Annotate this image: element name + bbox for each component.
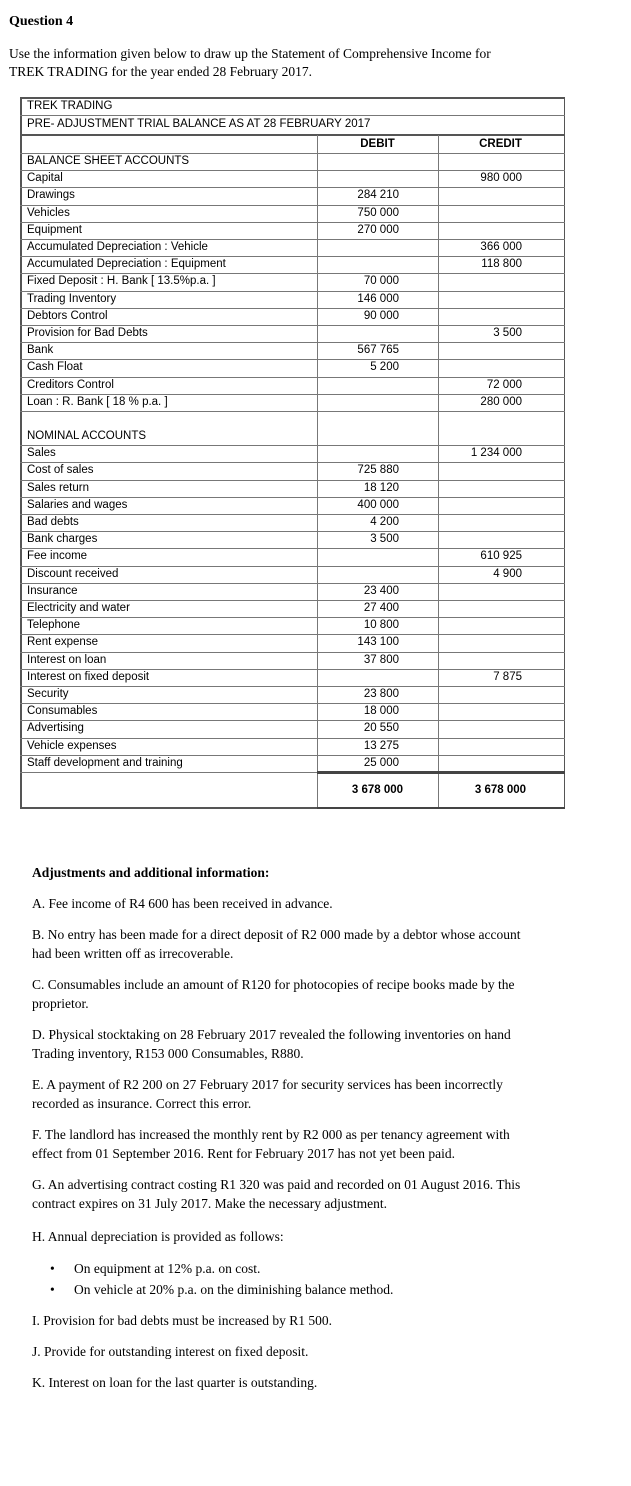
- row-debit: 37 800: [363, 653, 399, 666]
- adjustment-d-line1: D. Physical stocktaking on 28 February 2017 revealed the following inventories on hand: [32, 1027, 511, 1042]
- row-label: Staff development and training: [27, 756, 183, 769]
- row-credit: 980 000: [480, 172, 522, 185]
- row-label: Cost of sales: [27, 464, 94, 477]
- row-credit: 72 000: [486, 378, 522, 391]
- row-debit: 18 120: [363, 481, 399, 494]
- row-label: Cash Float: [27, 361, 83, 374]
- table-title: TREK TRADING: [27, 100, 113, 112]
- row-label: Interest on loan: [27, 653, 107, 666]
- row-debit: 146 000: [357, 292, 399, 305]
- adjustment-j: J. Provide for outstanding interest on fixed deposit.: [32, 1344, 309, 1359]
- bullet-icon: •: [50, 1282, 55, 1297]
- row-debit: 284 210: [357, 189, 399, 202]
- row-debit: 3 500: [370, 533, 399, 546]
- row-label: Creditors Control: [27, 378, 114, 391]
- adjustment-e-line2: recorded as insurance. Correct this error.: [32, 1096, 252, 1111]
- total-rule: [317, 771, 565, 774]
- row-debit: 270 000: [357, 223, 399, 236]
- adjustment-f-line2: effect from 01 September 2016. Rent for February 2017 has not yet been paid.: [32, 1146, 456, 1161]
- intro-line-2: TREK TRADING for the year ended 28 February 2017.: [9, 64, 313, 79]
- adjustment-h: H. Annual depreciation is provided as follows:: [32, 1229, 284, 1244]
- row-label: Loan : R. Bank [ 18 % p.a. ]: [27, 395, 168, 408]
- bullet-text: On equipment at 12% p.a. on cost.: [74, 1261, 261, 1276]
- row-divider: [20, 359, 565, 360]
- row-label: Rent expense: [27, 636, 98, 649]
- row-divider: [20, 205, 565, 206]
- row-divider: [20, 634, 565, 635]
- row-label: Fixed Deposit : H. Bank [ 13.5%p.a. ]: [27, 275, 216, 288]
- row-label: Sales: [27, 447, 56, 460]
- divider: [20, 115, 565, 116]
- row-debit: 10 800: [363, 619, 399, 632]
- row-debit: 27 400: [363, 602, 399, 614]
- row-divider: [20, 222, 565, 223]
- adjustment-a: A. Fee income of R4 600 has been received in advance.: [32, 896, 333, 911]
- row-debit: 23 800: [363, 688, 399, 700]
- row-credit: 4 900: [493, 567, 522, 580]
- row-label: Provision for Bad Debts: [27, 327, 148, 339]
- row-debit: 20 550: [363, 722, 399, 735]
- row-debit: 18 000: [363, 705, 399, 718]
- row-label: Telephone: [27, 619, 81, 632]
- adjustment-f-line1: F. The landlord has increased the monthly rent by R2 000 as per tenancy agreement with: [32, 1127, 510, 1142]
- row-label: Sales return: [27, 481, 90, 494]
- row-label: Insurance: [27, 584, 78, 597]
- bullet-icon: •: [50, 1261, 55, 1276]
- row-debit: 70 000: [363, 275, 399, 288]
- row-divider: [20, 686, 565, 687]
- row-debit: 725 880: [357, 464, 399, 477]
- section-heading: BALANCE SHEET ACCOUNTS: [27, 155, 190, 167]
- row-label: Equipment: [27, 223, 82, 236]
- adjustment-b-line2: had been written off as irrecoverable.: [32, 946, 234, 961]
- row-credit: 280 000: [480, 395, 522, 408]
- row-debit: 4 200: [370, 516, 399, 528]
- row-divider: [20, 703, 565, 704]
- row-credit: 7 875: [493, 670, 522, 683]
- row-label: Capital: [27, 172, 63, 185]
- row-debit: 5 200: [370, 361, 399, 374]
- adjustment-g-line2: contract expires on 31 July 2017. Make the necessary adjustment.: [32, 1196, 388, 1211]
- bullet-item: [50, 1280, 394, 1299]
- row-label: Accumulated Depreciation : Vehicle: [27, 241, 208, 253]
- row-label: Vehicle expenses: [27, 739, 117, 752]
- row-label: Fee income: [27, 550, 88, 563]
- row-debit: 23 400: [363, 584, 399, 597]
- row-debit: 143 100: [357, 636, 399, 649]
- adjustment-i: I. Provision for bad debts must be increased by R1 500.: [32, 1313, 332, 1328]
- row-label: Trading Inventory: [27, 292, 117, 305]
- row-debit: 90 000: [363, 309, 399, 322]
- section-heading: NOMINAL ACCOUNTS: [27, 430, 147, 442]
- total-debit: 3 678 000: [351, 784, 404, 796]
- row-credit: 1 234 000: [470, 447, 522, 460]
- row-credit: 610 925: [480, 550, 522, 563]
- total-credit: 3 678 000: [474, 784, 527, 796]
- row-label: Debtors Control: [27, 309, 108, 322]
- credit-header: CREDIT: [479, 138, 522, 150]
- row-divider: [20, 583, 565, 584]
- adjustment-c-line1: C. Consumables include an amount of R120 for photocopies of recipe books made by the: [32, 977, 515, 992]
- adjustment-c-line2: proprietor.: [32, 996, 89, 1011]
- total-double-rule: [317, 807, 565, 809]
- row-credit: 366 000: [480, 241, 522, 253]
- adjustment-b-line1: B. No entry has been made for a direct deposit of R2 000 made by a debtor whose account: [32, 927, 521, 942]
- row-divider: [20, 187, 565, 188]
- row-label: Consumables: [27, 705, 98, 718]
- row-divider: [20, 514, 565, 515]
- question-intro: [9, 45, 569, 81]
- trial-balance-table: [20, 97, 565, 809]
- row-debit: 400 000: [357, 498, 399, 511]
- row-label: Bank: [27, 344, 54, 357]
- row-debit: 25 000: [363, 756, 399, 769]
- row-debit: 567 765: [357, 344, 399, 357]
- row-label: Vehicles: [27, 206, 70, 219]
- debit-header: DEBIT: [360, 138, 395, 150]
- row-divider: [20, 720, 565, 721]
- row-credit: 118 800: [481, 258, 522, 271]
- column-divider: [317, 135, 318, 809]
- row-label: Electricity and water: [27, 602, 130, 614]
- row-credit: 3 500: [493, 327, 522, 339]
- row-label: Advertising: [27, 722, 84, 735]
- row-debit: 13 275: [363, 739, 399, 752]
- bullet-text: On vehicle at 20% p.a. on the diminishing balance method.: [74, 1282, 394, 1297]
- row-label: Interest on fixed deposit: [27, 670, 150, 683]
- adjustment-k: K. Interest on loan for the last quarter is outstanding.: [32, 1375, 318, 1390]
- row-divider: [20, 411, 565, 412]
- row-label: Bank charges: [27, 533, 98, 546]
- divider: [20, 134, 565, 136]
- bullet-item: [50, 1259, 261, 1278]
- row-debit: 750 000: [357, 206, 399, 219]
- adjustment-d-line2: Trading inventory, R153 000 Consumables, R880.: [32, 1046, 304, 1061]
- adjustments-title: Adjustments and additional information:: [32, 865, 270, 880]
- row-label: Discount received: [27, 567, 119, 580]
- column-divider: [438, 135, 439, 809]
- row-label: Bad debts: [27, 516, 79, 528]
- row-divider: [20, 480, 565, 481]
- row-divider: [20, 462, 565, 463]
- intro-line-1: Use the information given below to draw up the Statement of Comprehensive Income for: [9, 46, 491, 61]
- row-label: Salaries and wages: [27, 498, 128, 511]
- adjustment-g-line1: G. An advertising contract costing R1 320 was paid and recorded on 01 August 2016. This: [32, 1177, 521, 1192]
- row-label: Drawings: [27, 189, 75, 202]
- row-label: Accumulated Depreciation : Equipment: [27, 258, 226, 271]
- table-subtitle: PRE- ADJUSTMENT TRIAL BALANCE AS AT 28 FEBRUARY 2017: [27, 118, 371, 130]
- row-label: Security: [27, 688, 69, 700]
- row-divider: [20, 531, 565, 532]
- adjustment-e-line1: E. A payment of R2 200 on 27 February 2017 for security services has been incorrectly: [32, 1077, 503, 1092]
- row-divider: [20, 617, 565, 618]
- row-divider: [20, 342, 565, 343]
- question-heading: Question 4: [9, 14, 74, 29]
